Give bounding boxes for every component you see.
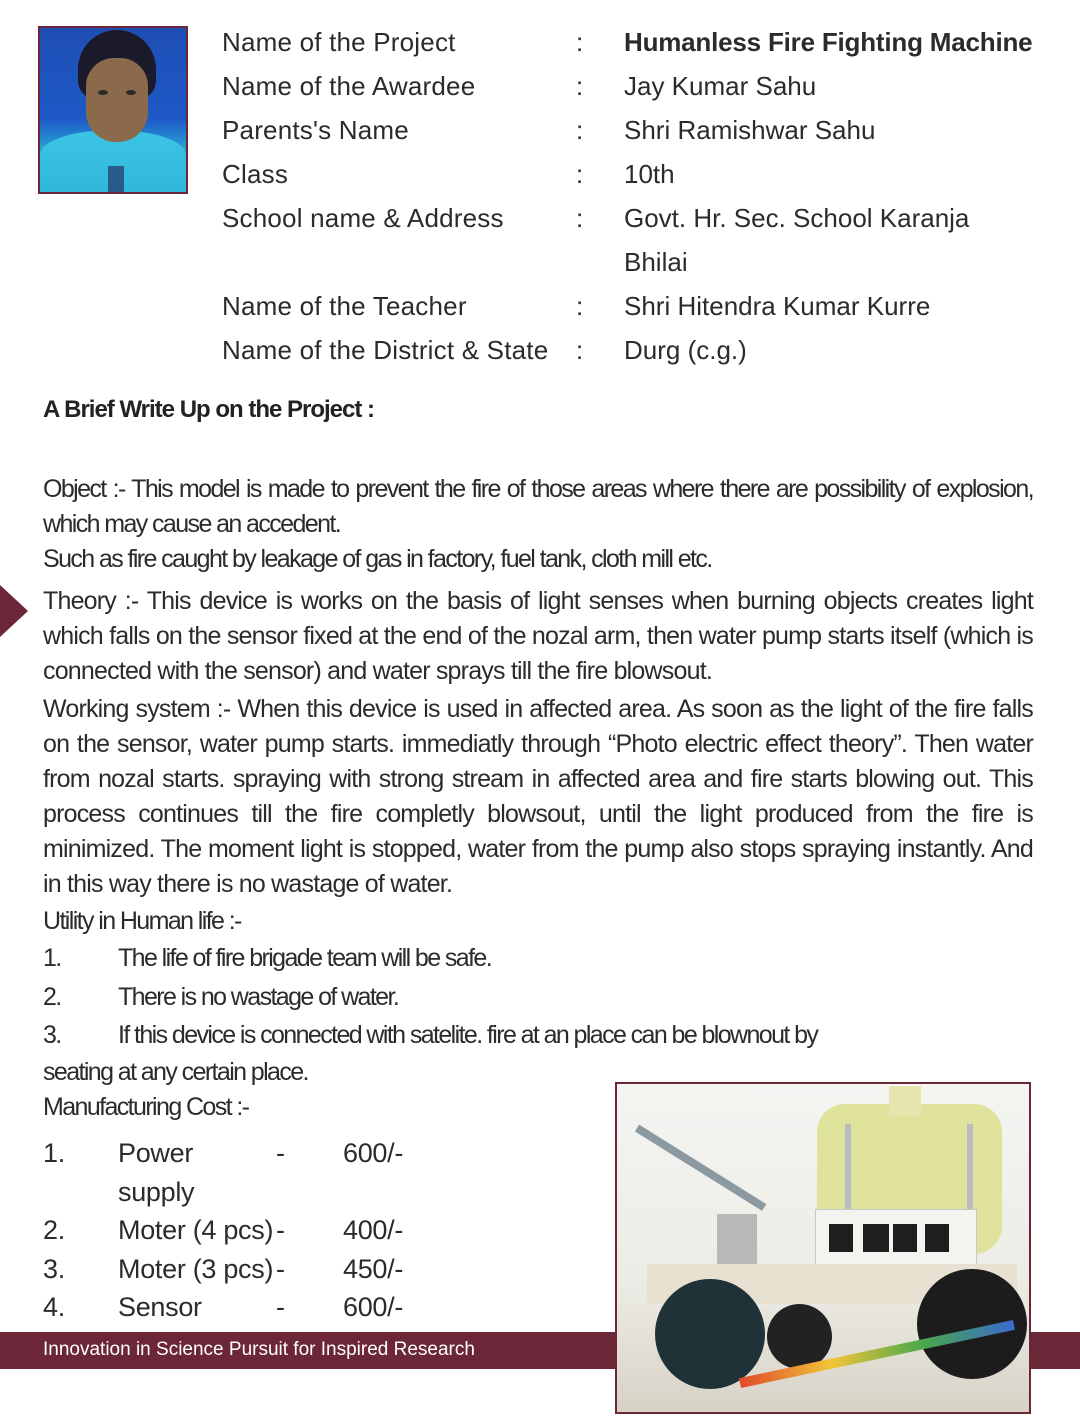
cost-dash: - [276,1253,285,1284]
info-separator: : [576,159,584,189]
cost-heading: Manufacturing Cost :- [43,1092,249,1121]
info-separator: : [576,27,584,57]
cost-number: 2. [43,1215,65,1245]
utility-item [43,939,1033,978]
cost-amount: 600/- [343,1292,404,1322]
cost-amount: 400/- [343,1215,404,1245]
photo-eye [126,90,136,95]
utility-item-text: There is no wastage of water. [118,982,399,1011]
info-row-school [222,196,1032,240]
info-separator: : [576,203,584,233]
class-value: 10th [624,159,675,189]
utility-item-number: 2. [43,982,61,1011]
photo-eye [98,90,108,95]
utility-item-number: 3. [43,1021,61,1049]
section-marker-triangle-icon [0,585,28,637]
school-city: Bhilai [624,247,688,277]
cost-dash: - [276,1215,285,1245]
cost-list [43,1134,563,1327]
utility-item [43,1016,1033,1055]
writeup-heading: A Brief Write Up on the Project : [43,396,375,423]
machine-photo [615,1082,1031,1414]
photo-face [86,58,148,142]
awardee-name: Jay Kumar Sahu [624,71,817,101]
photo-switch [893,1224,917,1252]
info-row-class [222,152,1032,196]
photo-wheel [655,1279,765,1389]
cost-number: 4. [43,1292,65,1322]
photo-tank-neck [889,1086,921,1116]
info-separator: : [576,335,584,365]
info-row-awardee [222,64,1032,108]
teacher-name: Shri Hitendra Kumar Kurre [624,291,931,321]
cost-item: Moter (4 pcs) [118,1215,274,1245]
info-label: Name of the District & State [222,335,549,365]
such-as-text: Such as fire caught by leakage of gas in factory, fuel tank, cloth mill etc. [43,545,712,573]
info-label-empty [222,240,576,284]
info-separator: : [576,291,584,321]
info-row-teacher [222,284,1032,328]
district-state: Durg (c.g.) [624,335,747,365]
cost-row [43,1250,563,1289]
cost-dash: - [276,1138,285,1168]
photo-motor [717,1214,757,1269]
info-separator: : [576,71,584,101]
photo-switch [829,1224,853,1252]
info-row-parents [222,108,1032,152]
cost-item: Moter (3 pcs) [118,1253,274,1284]
object-paragraph [43,472,1033,577]
footer-tagline: Innovation in Science Pursuit for Inspired Research [43,1339,475,1360]
photo-gear [767,1304,832,1369]
working-text: Working system :- When this device is used in affected area. As soon as the light of the fire falls on the sensor, water pump starts. immediatly through “Photo electric effect theory”. Then water from nozal starts. spraying with strong stream in affected area and fire starts blowing out. This process continues till the fire completly blowsout, until the light produced from the fire is minimized. The moment light is stopped, water from the pump also stops spraying instantly. And in this way there is no wastage of water. [43,695,1033,898]
utility-continuation: seating at any certain place. [43,1057,308,1086]
cost-row [43,1134,563,1211]
info-label: Name of the Project [222,27,456,57]
working-paragraph [43,692,1033,902]
cost-amount: 450/- [343,1253,404,1284]
cost-dash: - [276,1292,285,1322]
utility-heading: Utility in Human life :- [43,907,241,935]
project-info-table [222,20,1032,372]
photo-tie [108,166,124,192]
photo-nozzle-arm [635,1125,766,1211]
cost-number: 1. [43,1138,65,1168]
info-row-district [222,328,1032,372]
school-name: Govt. Hr. Sec. School Karanja [624,203,970,233]
cost-number: 3. [43,1253,65,1284]
awardee-photo [38,26,188,194]
info-row-project [222,20,1032,64]
theory-text: Theory :- This device is works on the basis of light senses when burning objects creates light which falls on the sensor fixed at the end of the nozal arm, then water pump starts itself (which is connected with the sensor) and water sprays till the fire blowsout. [43,587,1033,685]
cost-item: Sensor [118,1292,202,1322]
photo-switch [925,1224,949,1252]
utility-item-text: If this device is connected with satelite. fire at an place can be blownout by [118,1021,818,1049]
info-label: Class [222,159,289,189]
info-label: Name of the Awardee [222,71,476,101]
info-label: School name & Address [222,203,504,233]
utility-item-number: 1. [43,944,61,972]
theory-paragraph [43,584,1033,689]
cost-amount: 600/- [343,1138,404,1168]
utility-list [43,939,1033,1055]
info-separator: : [576,115,584,145]
info-label: Parents's Name [222,115,409,145]
utility-item-text: The life of fire brigade team will be safe. [118,944,492,972]
cost-item: Power supply [118,1138,195,1207]
object-text: Object :- This model is made to prevent the fire of those areas where there are possibility of explosion, which may cause an accedent. [43,475,1033,538]
cost-row [43,1288,563,1327]
info-label: Name of the Teacher [222,291,467,321]
photo-switch [863,1224,889,1252]
project-name: Humanless Fire Fighting Machine [624,27,1033,57]
info-separator-empty [576,240,624,284]
utility-item [43,978,1033,1017]
parents-name: Shri Ramishwar Sahu [624,115,876,145]
cost-row [43,1211,563,1250]
info-row-school-line2 [222,240,1032,284]
